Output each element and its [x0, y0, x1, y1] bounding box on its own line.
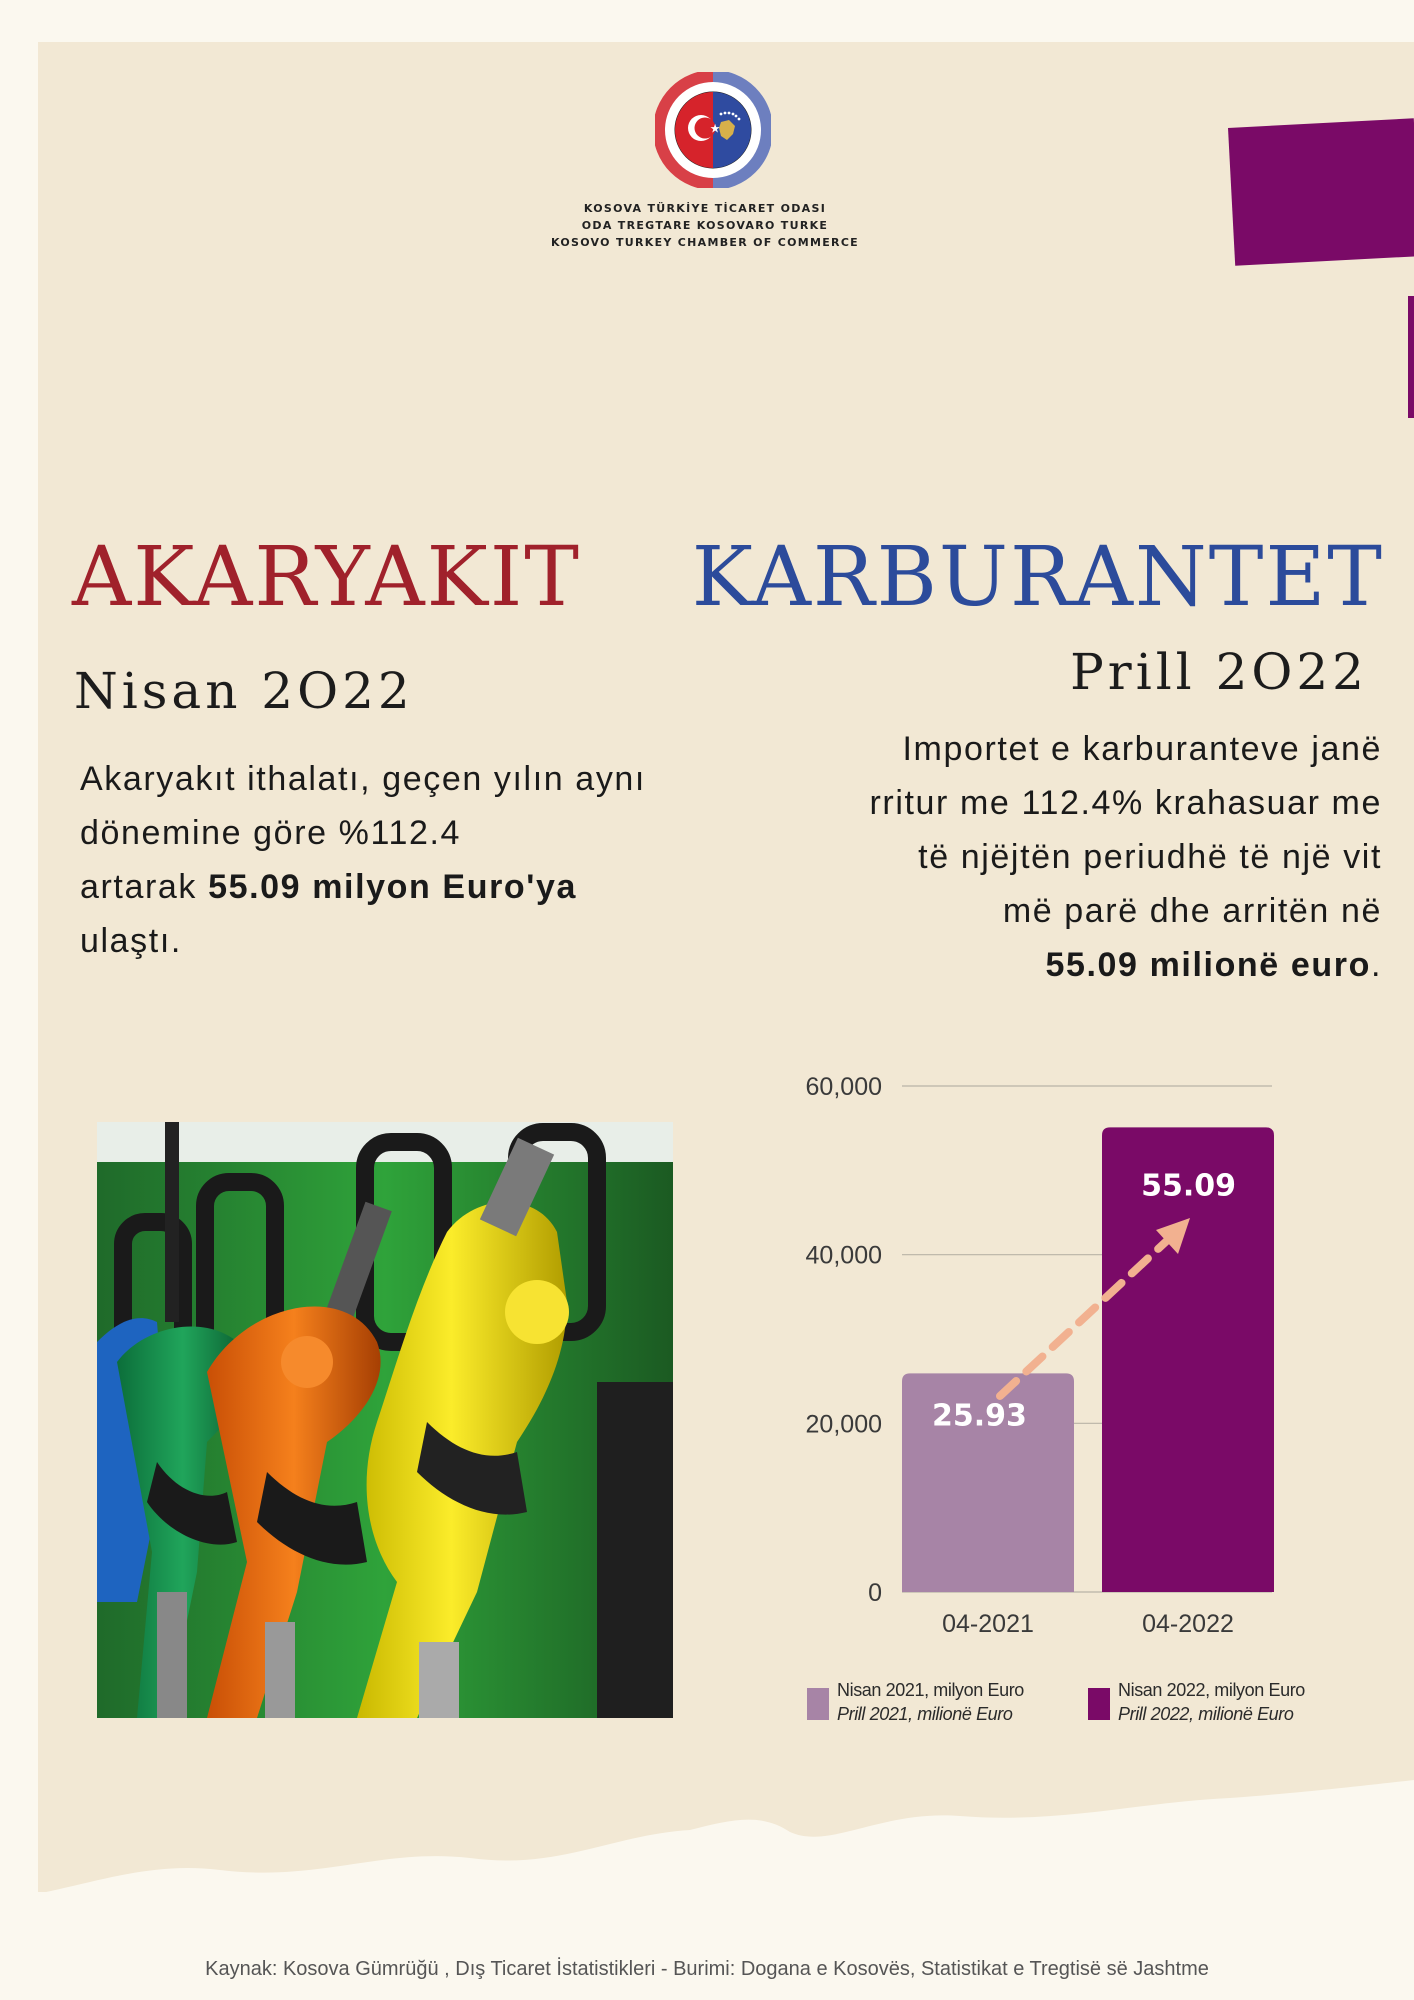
title-turkish: AKARYAKIT [72, 530, 581, 625]
description-turkish [80, 752, 740, 968]
description-line: ulaştı. [80, 922, 182, 960]
fuel-nozzles-photo [97, 1122, 673, 1718]
y-tick-label: 40,000 [805, 1241, 882, 1270]
legend-text [837, 1678, 1024, 1726]
description-line: më parë dhe arritën në [1002, 892, 1382, 930]
description-text: . [1370, 946, 1382, 984]
y-tick-label: 0 [868, 1579, 882, 1607]
legend-label: Nisan 2022, milyon Euro [1118, 1680, 1305, 1700]
description-line: rritur me 112.4% krahasuar me [869, 784, 1382, 822]
decorative-purple-tab [1228, 118, 1414, 266]
import-bar-chart [780, 1050, 1290, 1650]
legend-swatch-2022 [1088, 1688, 1110, 1720]
legend-swatch-2021 [807, 1688, 829, 1720]
description-line: Importet e karburanteve janë [902, 730, 1382, 768]
y-tick-label: 60,000 [805, 1073, 882, 1101]
description-albanian [742, 722, 1382, 992]
description-line: Akaryakıt ithalatı, geçen yılın aynı [80, 760, 646, 798]
organization-name [505, 200, 905, 251]
highlight-value: 55.09 milyon Euro'ya [208, 868, 577, 906]
description-line: të njëjtën periudhë të një vit [918, 838, 1382, 876]
legend-label-italic [837, 1702, 1024, 1726]
org-name-english: KOSOVO TURKEY CHAMBER OF COMMERCE [550, 236, 860, 249]
x-tick-label: 04-2022 [1142, 1610, 1234, 1638]
description-text: artarak [80, 868, 209, 906]
org-name-albanian: ODA TREGTARE KOSOVARO TURKE [581, 219, 829, 232]
legend-label-text: Prill 2021, milionë Euro [837, 1704, 1013, 1724]
legend-label-italic [1118, 1702, 1305, 1726]
decorative-purple-strip [1408, 296, 1414, 418]
description-line [742, 938, 1382, 992]
data-label: 25.93 [932, 1398, 1027, 1434]
title-albanian: KARBURANTET [691, 530, 1384, 625]
source-footnote: Kaynak: Kosova Gümrüğü , Dış Ticaret İstatistikleri - Burimi: Dogana e Kosovës, Statistikat e Tregtisë së Jashtme [205, 1958, 1209, 1980]
description-line [80, 860, 740, 914]
legend-label: Nisan 2021, milyon Euro [837, 1680, 1024, 1700]
chamber-logo [655, 72, 771, 188]
date-albanian: Prill 2O22 [1070, 643, 1368, 701]
legend-label-text: Prill 2022, milionë Euro [1118, 1704, 1294, 1724]
data-label: 55.09 [1141, 1168, 1236, 1204]
y-tick-label: 20,000 [805, 1410, 882, 1439]
highlight-value: 55.09 milionë euro [1045, 946, 1371, 984]
description-line: dönemine göre %112.4 [80, 814, 462, 852]
legend-text [1118, 1678, 1305, 1726]
x-tick-label: 04-2021 [942, 1610, 1034, 1638]
date-turkish: Nisan 2O22 [74, 662, 414, 720]
org-name-turkish: KOSOVA TÜRKİYE TİCARET ODASI [583, 202, 827, 215]
